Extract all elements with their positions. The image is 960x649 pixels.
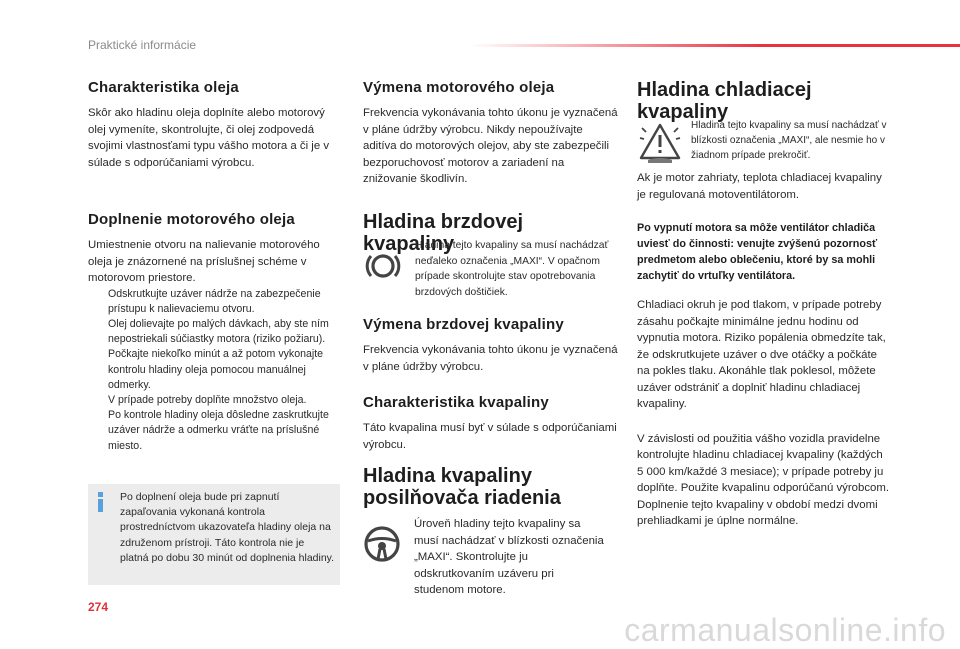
coolant-icon-text-block [691, 118, 891, 163]
brake-fluid-change-section [363, 316, 618, 375]
steering-fluid-text: Úroveň hladiny tejto kvapaliny sa musí nachádzať v blízkosti označenia „MAXI“. Skontrolujte ju odskrutkovaním uzáveru pri studenom motore. [414, 518, 604, 596]
oil-refill-intro: Umiestnenie otvoru na nalievanie motorového oleja je znázornené na príslušnej schéme v motorovom priestore. [88, 239, 320, 284]
oil-refill-section [88, 211, 340, 454]
brake-fluid-change-text: Frekvencia vykonávania tohto úkonu je vyznačená v pláne údržby výrobcu. [363, 344, 618, 373]
brake-fluid-level-text-block [415, 238, 620, 300]
brake-fluid-level-text: Hladina tejto kvapaliny sa musí nachádzať neďaleko označenia „MAXI“. V opačnom prípade skontrolujte stav opotrebovania brzdových doštičiek. [415, 240, 609, 298]
info-note-text: Po doplnení oleja bude pri zapnutí zapaľovania vykonaná kontrola prostredníctvom ukazovateľa hladiny oleja na združenom prístroji. Táto kontrola nie je platná po dobu 30 minút od doplnenia hladiny. [120, 491, 335, 564]
oil-refill-heading: Doplnenie motorového oleja [88, 211, 295, 228]
brake-fluid-level-heading: Hladina brzdovej kvapaliny [363, 211, 524, 255]
oil-characteristics-text: Skôr ako hladinu oleja doplníte alebo motorový olej vymeníte, skontrolujte, či olej zodpovedá svojimi vlastnosťami typu vášho motora a či je v súlade s odporúčaniami výrobcu. [88, 107, 330, 169]
brake-fluid-change-heading: Výmena brzdovej kvapaliny [363, 316, 564, 333]
oil-change-section [363, 79, 618, 188]
steering-fluid-text-block [414, 516, 604, 599]
oil-change-text: Frekvencia vykonávania tohto úkonu je vyznačená v pláne údržby výrobcu. Nikdy nepoužívajte aditíva do motorových olejov, aby ste zabezpečili bezporuchovosť motorov a zariadení na znižovanie škodlivín. [363, 107, 618, 185]
fluid-characteristics-heading: Charakteristika kvapaliny [363, 394, 549, 411]
page-number: 274 [88, 600, 109, 614]
watermark: carmanualsonline.info [624, 612, 946, 648]
steering-fluid-heading: Hladina kvapaliny posilňovača riadenia [363, 465, 561, 509]
coolant-icon-text: Hladina tejto kvapaliny sa musí nachádzať v blízkosti označenia „MAXI“, ale nesmie ho v žiadnom prípade prekročiť. [691, 120, 887, 161]
list-item: Odskrutkujte uzáver nádrže na zabezpečenie prístupu k nalievaciemu otvoru. [108, 287, 321, 315]
coolant-paragraph-2: Chladiaci okruh je pod tlakom, v prípade potreby zásahu počkajte minimálne jednu hodinu od vypnutia motora. Riziko popálenia obmedzíte tak, že odskrutkujete uzáver o dve otáčky a počkáte na pokles tlaku. Akonáhle tlak poklesol, môžete uzáver odstrániť a doplniť hladinu chladiacej kvapaliny. [637, 299, 886, 410]
oil-characteristics-heading: Charakteristika oleja [88, 79, 239, 96]
coolant-body [637, 170, 892, 530]
fluid-characteristics-text: Táto kvapalina musí byť v súlade s odporúčaniami výrobcu. [363, 422, 617, 451]
list-item: Olej dolievajte po malých dávkach, aby ste ním nepostriekali súčiastky motora (riziko požiaru). [108, 317, 329, 346]
fluid-characteristics-section [363, 394, 618, 453]
oil-characteristics-section [88, 79, 340, 171]
info-note-box [88, 484, 340, 585]
oil-refill-steps [88, 287, 340, 454]
section-title: Praktické informácie [88, 38, 197, 52]
coolant-paragraph-3: V závislosti od použitia vášho vozidla pravidelne kontrolujte hladinu chladiacej kvapaliny (každých 5 000 km/každé 3 mesiace); v prípade potreby ju doplňte. Použite kvapalinu odporúčanú výrobcom. Doplnenie tejto kvapaliny v období medzi dvomi prehliadkami je úplne normálne. [637, 432, 890, 527]
oil-change-heading: Výmena motorového oleja [363, 79, 555, 96]
coolant-warning-icon [638, 122, 682, 164]
brake-warning-icon [365, 248, 401, 284]
info-icon [96, 492, 104, 514]
list-item: Po kontrole hladiny oleja dôsledne zaskrutkujte uzáver nádrže a odmerku vráťte na príslušné miesto. [108, 409, 329, 452]
coolant-paragraph-1: Ak je motor zahriaty, teplota chladiacej kvapaliny je regulovaná motoventilátorom. [637, 172, 882, 201]
coolant-level-section [637, 79, 892, 123]
list-item: V prípade potreby doplňte množstvo oleja. [108, 393, 307, 406]
list-item: Počkajte niekoľko minút a až potom vykonajte kontrolu hladiny oleja pomocou manuálnej odmerky. [108, 348, 324, 391]
steering-wheel-icon [363, 525, 401, 563]
steering-fluid-section [363, 465, 593, 509]
coolant-level-heading: Hladina chladiacej kvapaliny [637, 79, 812, 123]
coolant-warning-text: Po vypnutí motora sa môže ventilátor chladiča uviesť do činnosti: venujte zvýšenú pozornosť predmetom alebo oblečeniu, ktoré by sa mohli zachytiť do vrtuľky ventilátora. [637, 222, 878, 282]
header-accent-bar [470, 44, 960, 47]
